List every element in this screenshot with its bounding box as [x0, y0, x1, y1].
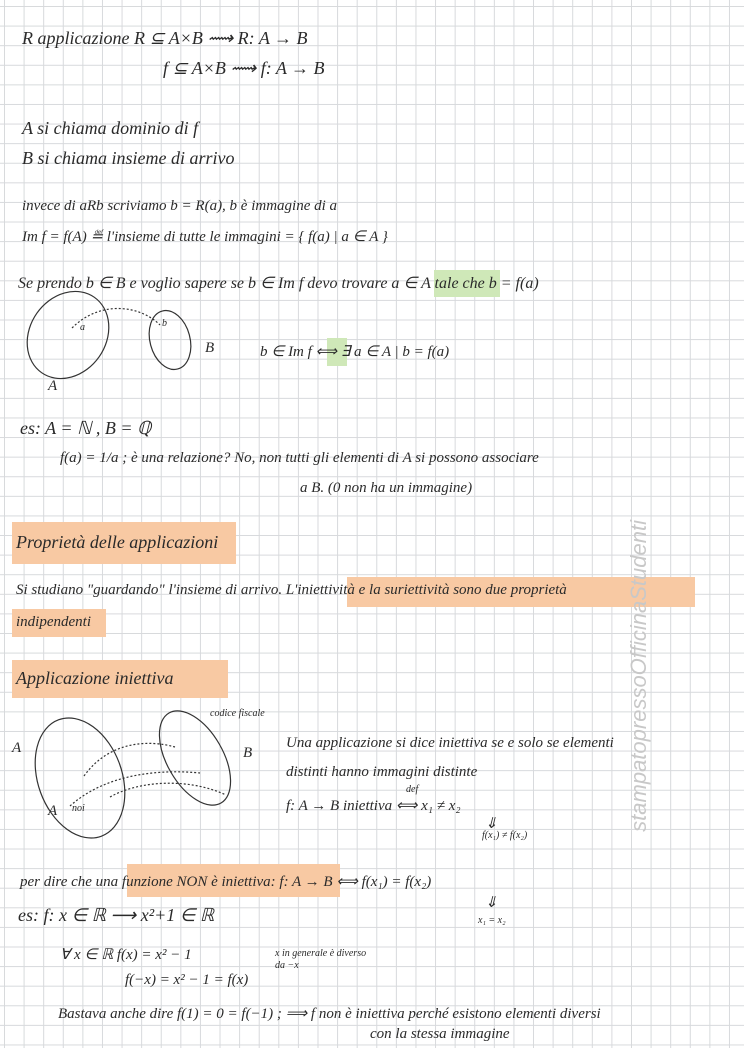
line: es: A = ℕ , B = ℚ	[20, 418, 152, 438]
line: es: f: x ∈ ℝ ⟶ x²+1 ∈ ℝ	[18, 905, 215, 925]
arrow: ⇓	[485, 895, 498, 911]
line: f ⊆ A×B ⟿ f: A → B	[163, 58, 325, 78]
watermark: stampatopressoOfficinaStudenti	[626, 520, 651, 832]
arrow: ⇓	[485, 816, 498, 832]
label: A	[48, 378, 58, 394]
mapping-arrow	[72, 308, 160, 328]
line: per dire che una funzione NON è iniettiva: f: A → B ⟺ f(x₁) = f(x₂)	[20, 874, 432, 890]
line: x₁ = x₂	[478, 915, 506, 926]
line: distinti hanno immagini distinte	[286, 764, 478, 780]
section-heading: Applicazione iniettiva	[16, 668, 174, 688]
line: f(x₁) ≠ f(x₂)	[482, 830, 528, 841]
label: a	[80, 322, 85, 333]
section-heading: Proprietà delle applicazioni	[16, 532, 219, 552]
line: Una applicazione si dice iniettiva se e solo se elementi	[286, 735, 614, 751]
label: def	[406, 784, 419, 795]
line: Bastava anche dire f(1) = 0 = f(−1) ; ⟹ f non è iniettiva perché esistono elementi diversi	[58, 1006, 601, 1022]
label: A	[48, 803, 58, 819]
line: B si chiama insieme di arrivo	[22, 148, 235, 168]
line: Si studiano "guardando" l'insieme di arrivo. L'iniettività e la suriettività sono due proprietà	[16, 582, 567, 598]
line: Im f = f(A) ≝ l'insieme di tutte le immagini = { f(a) | a ∈ A }	[22, 229, 388, 245]
line: f(a) = 1/a ; è una relazione? No, non tutti gli elementi di A si possono associare	[60, 450, 539, 466]
label: B	[205, 340, 215, 356]
note: x in generale è diverso	[275, 948, 367, 959]
line: Se prendo b ∈ B e voglio sapere se b ∈ Im f devo trovare a ∈ A tale che b = f(a)	[18, 275, 539, 292]
line: invece di aRb scriviamo b = R(a), b è immagine di a	[22, 198, 338, 214]
line: R applicazione R ⊆ A×B ⟿ R: A → B	[22, 28, 308, 48]
set-a-ellipse	[10, 276, 125, 395]
line: f: A → B iniettiva ⟺ x₁ ≠ x₂	[286, 798, 461, 814]
mapping-arrow	[70, 772, 200, 806]
label: b	[162, 318, 167, 329]
set-b-ellipse	[143, 306, 197, 374]
line: con la stessa immagine	[370, 1026, 510, 1042]
line: indipendenti	[16, 614, 91, 630]
label: A	[12, 740, 22, 756]
line: b ∈ Im f ⟺ ∃ a ∈ A | b = f(a)	[260, 344, 450, 360]
label: noi	[72, 803, 85, 814]
mapping-arrow	[110, 783, 226, 797]
set-a-ellipse-2	[19, 705, 140, 850]
label: codice fiscale	[210, 708, 265, 719]
line: f(−x) = x² − 1 = f(x)	[125, 972, 249, 988]
note: da −x	[275, 960, 299, 971]
label: B	[243, 745, 253, 761]
line: a B. (0 non ha un immagine)	[300, 480, 473, 496]
line: A si chiama dominio di f	[22, 118, 199, 138]
line: ∀ x ∈ ℝ f(x) = x² − 1	[60, 947, 192, 963]
